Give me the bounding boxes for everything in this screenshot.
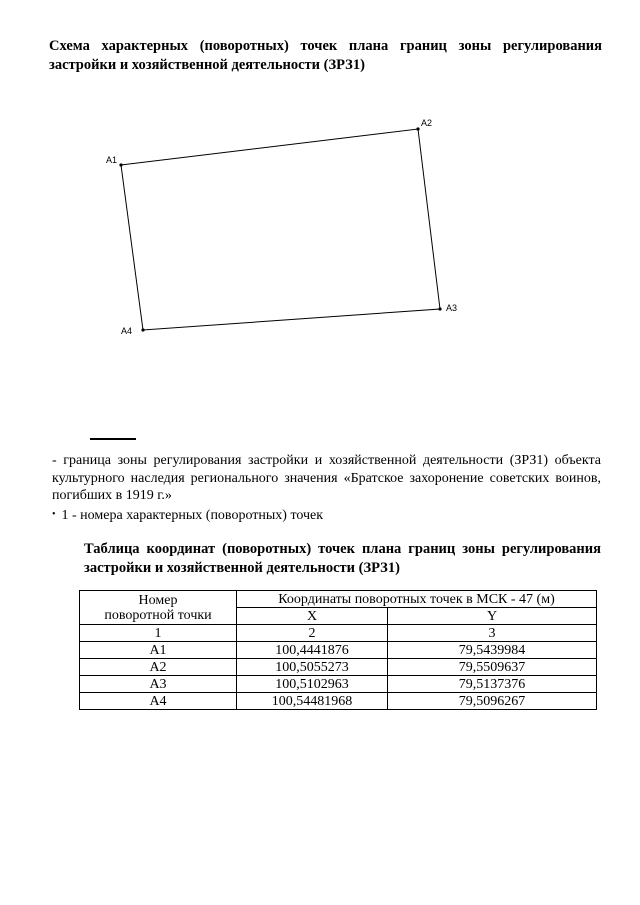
legend-points-text: 1 - номера характерных (поворотных) точек xyxy=(61,508,324,523)
col-number-1: 1 xyxy=(80,625,237,642)
point-a4-marker xyxy=(141,328,144,331)
header-point-line1: Номер xyxy=(138,592,178,608)
cell-y: 79,5137376 xyxy=(388,676,597,693)
cell-x: 100,54481968 xyxy=(237,693,388,710)
cell-x: 100,4441876 xyxy=(237,642,388,659)
table-title: Таблица координат (поворотных) точек плана границ зоны регулирования застройки и хозяйственной деятельности (ЗРЗ1) xyxy=(84,541,601,576)
cell-y: 79,5439984 xyxy=(388,642,597,659)
table-row xyxy=(80,676,597,693)
cell-point: A2 xyxy=(80,659,237,676)
cell-y: 79,5509637 xyxy=(388,659,597,676)
point-a3-marker xyxy=(438,307,441,310)
point-a3-label: A3 xyxy=(446,303,458,313)
col-number-3: 3 xyxy=(388,625,597,642)
header-coordinates: Координаты поворотных точек в МСК - 47 (м) xyxy=(237,591,597,608)
scheme-title: Схема характерных (поворотных) точек плана границ зоны регулирования застройки и хозяйственной деятельности (ЗРЗ1) xyxy=(49,38,602,73)
point-a2-marker xyxy=(416,127,419,130)
header-y: Y xyxy=(388,608,597,625)
legend-bullet-icon: • xyxy=(52,509,56,520)
cell-point: A3 xyxy=(80,676,237,693)
cell-point: A1 xyxy=(80,642,237,659)
legend-boundary-line xyxy=(90,438,136,440)
point-a4-label: A4 xyxy=(121,326,133,336)
zrz1-boundary xyxy=(121,129,440,330)
legend-boundary-text: - граница зоны регулирования застройки и хозяйственной деятельности (ЗРЗ1) объекта культурного наследия регионального значения «Братское захоронение советских воинов, погибших в 1919 г.» xyxy=(52,453,601,503)
table-row xyxy=(80,693,597,710)
cell-x: 100,5102963 xyxy=(237,676,388,693)
table-row xyxy=(80,659,597,676)
point-a1-marker xyxy=(119,163,122,166)
legend-points xyxy=(52,506,323,524)
cell-x: 100,5055273 xyxy=(237,659,388,676)
header-x: X xyxy=(237,608,388,625)
coordinates-table xyxy=(79,590,597,710)
point-a2-label: A2 xyxy=(421,118,433,128)
point-a1-label: A1 xyxy=(106,155,118,165)
header-point-number xyxy=(80,591,237,625)
cell-point: A4 xyxy=(80,693,237,710)
table-column-numbers-row xyxy=(80,625,597,642)
col-number-2: 2 xyxy=(237,625,388,642)
header-point-line2: поворотной точки xyxy=(104,607,212,623)
cell-y: 79,5096267 xyxy=(388,693,597,710)
table-header-row xyxy=(80,591,597,608)
table-row xyxy=(80,642,597,659)
